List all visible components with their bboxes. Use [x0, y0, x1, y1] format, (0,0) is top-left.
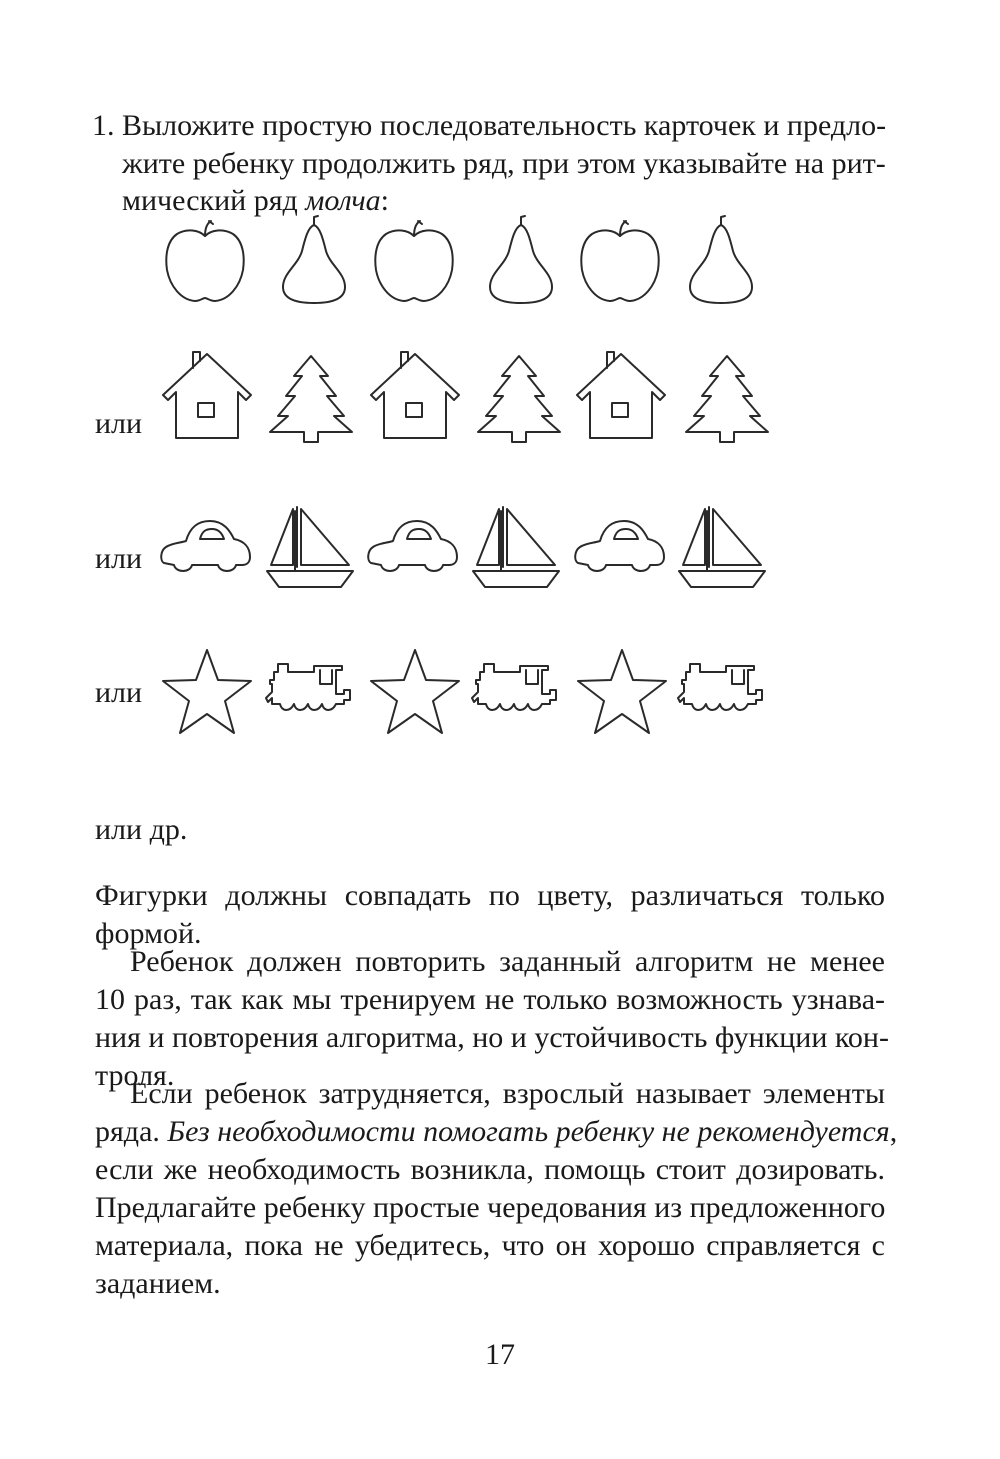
item-line-3: мический ряд молча:: [122, 184, 390, 217]
paragraph-line: заданием.: [95, 1267, 221, 1300]
item-number: 1.: [92, 109, 115, 142]
paragraph-line: ния и повторения алгоритма, но и устойчивость функции кон-: [95, 1021, 889, 1054]
row-label-or: или: [95, 676, 143, 709]
or-other-text: или др.: [95, 813, 188, 846]
row-label-or: или: [95, 407, 143, 440]
paragraph-2: [95, 943, 889, 1095]
locomotive-icon: [470, 660, 562, 722]
fir-tree-icon: [476, 352, 562, 444]
paragraph-line: ряда. Без необходимости помогать ребенку не рекомендуется,: [95, 1115, 898, 1148]
sailboat-icon: [677, 505, 767, 589]
house-icon: [368, 350, 462, 442]
fir-tree-icon: [268, 352, 354, 444]
car-icon: [158, 513, 252, 581]
sailboat-icon: [265, 505, 355, 589]
pear-icon: [278, 213, 350, 305]
sailboat-icon: [471, 505, 561, 589]
car-icon: [572, 513, 666, 581]
paragraph-1: [95, 877, 885, 953]
paragraph-3: [95, 1075, 898, 1303]
page-number: 17: [485, 1338, 515, 1371]
apple-icon: [163, 218, 247, 304]
paragraph-line: материала, пока не убедитесь, что он хорошо справляется с: [95, 1229, 885, 1262]
paragraph-line: формой.: [95, 917, 202, 950]
apple-icon: [578, 218, 662, 304]
fir-tree-icon: [684, 352, 770, 444]
paragraph-line: 10 раз, так как мы тренируем не только возможность узнава-: [95, 983, 885, 1016]
pear-icon: [485, 213, 557, 305]
star-icon: [368, 648, 462, 736]
house-icon: [574, 350, 668, 442]
row-label-or: или: [95, 542, 143, 575]
paragraph-line: Ребенок должен повторить заданный алгоритм не менее: [130, 945, 885, 978]
locomotive-icon: [676, 660, 768, 722]
item-line-1: Выложите простую последовательность карточек и предло-: [122, 109, 887, 142]
house-icon: [160, 350, 254, 442]
pear-icon: [685, 213, 757, 305]
paragraph-line: если же необходимость возникла, помощь стоит дозировать.: [95, 1153, 885, 1186]
paragraph-line: Предлагайте ребенку простые чередования из предложенного: [95, 1191, 886, 1224]
car-icon: [365, 513, 459, 581]
star-icon: [575, 648, 669, 736]
paragraph-line: Фигурки должны совпадать по цвету, различаться только: [95, 879, 885, 912]
apple-icon: [372, 218, 456, 304]
paragraph-line: Если ребенок затрудняется, взрослый называет элементы: [130, 1077, 885, 1110]
locomotive-icon: [264, 660, 356, 722]
paragraph-line: троля.: [95, 1059, 175, 1092]
star-icon: [160, 648, 254, 736]
item-line-2: жите ребенку продолжить ряд, при этом указывайте на рит-: [122, 147, 886, 180]
